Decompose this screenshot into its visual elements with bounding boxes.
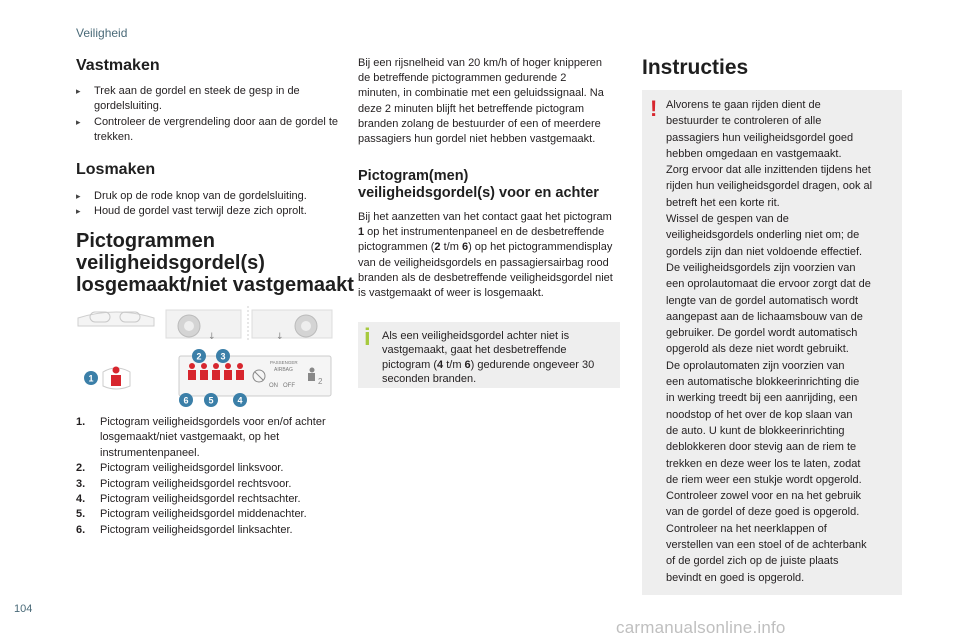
svg-text:1: 1 [88, 373, 94, 384]
list-item: ▸ Controleer de vergrendeling door aan de gordel te trekken. [76, 115, 338, 144]
warning-line: de auto. U kunt de blokkeerinrichting [666, 424, 845, 437]
instrument-cluster-icon [78, 312, 154, 326]
info-text: Als een veiligheidsgordel achter niet is vastgemaakt, gaat het desbetreffende pictogram (4 t/m 6) gedurende ongeveer 30 seconden branden. [382, 330, 595, 386]
svg-text:5: 5 [208, 395, 214, 406]
info-icon: i [364, 324, 371, 351]
svg-text:4: 4 [237, 395, 243, 406]
warning-line: een automatische blokkeerinrichting die [666, 376, 860, 389]
svg-text:2: 2 [318, 377, 323, 386]
warning-line: of de gordel zich op de juiste plaats [666, 555, 839, 568]
heading-vastmaken: Vastmaken [76, 57, 160, 74]
svg-text:6: 6 [183, 395, 189, 406]
watermark: carmanualsonline.info [616, 618, 786, 637]
warning-line: Zorg ervoor dat alle inzittenden tijdens het [666, 164, 871, 177]
warning-line: opgerold als deze niet wordt gebruikt. [666, 343, 849, 356]
warning-line: gordels zijn dan niet voldoende effectief. [666, 245, 863, 258]
warning-line: hebben omgedaan en vastgemaakt. [666, 147, 842, 160]
down-arrow-icon: ↓ [208, 332, 216, 342]
svg-text:2: 2 [196, 351, 202, 362]
info-box [358, 322, 620, 388]
bullet-triangle-icon: ▸ [76, 206, 81, 217]
warning-box [642, 90, 902, 595]
warning-line: veiligheidsgordels onderling niet om; de [666, 229, 860, 242]
warning-line: De veiligheidsgordels zijn voorzien van [666, 261, 856, 274]
list-item: ▸ Trek aan de gordel en steek de gesp in de gordelsluiting. [76, 85, 300, 113]
warning-text [666, 97, 900, 586]
svg-text:OFF: OFF [283, 383, 295, 389]
warning-line: trekken en deze weer los te laten, zodat [666, 457, 861, 470]
warning-icon: ! [650, 96, 658, 121]
warning-line: in werking treedt bij een aanrijding, een [666, 392, 858, 405]
warning-line: lengte van de gordel automatisch wordt [666, 294, 859, 307]
warning-line: Controleer na het neerklappen of [666, 522, 827, 535]
warning-line: deblokkeren door stevig aan de riem te [666, 441, 857, 454]
page-header [0, 0, 960, 46]
bullet-triangle-icon: ▸ [76, 116, 81, 127]
dashboard-seatbelt-warning-icon [103, 367, 130, 390]
legend-item: 3. Pictogram veiligheidsgordel rechtsvoor. [76, 477, 292, 490]
warning-line: een oprolautomaat die ervoor zorgt dat de [666, 278, 871, 291]
pictogram-legend [76, 415, 346, 538]
page-number: 104 [14, 603, 33, 615]
heading-pictogrammen: Pictogrammen veiligheidsgordel(s) losgemaakt/niet vastgemaakt [76, 230, 354, 296]
svg-text:AIRBAG: AIRBAG [274, 367, 293, 373]
section-label: Veiligheid [76, 26, 128, 40]
legend-item: 1. Pictogram veiligheidsgordels voor en/of achter losgemaakt/niet vastgemaakt, op het instrumentenpaneel. [76, 416, 326, 459]
heading-losmaken: Losmaken [76, 161, 156, 178]
warning-line: bestuurder te controleren of alle [666, 115, 822, 128]
warning-line: van de gordel of deze goed is opgerold. [666, 506, 860, 519]
legend-item: 4. Pictogram veiligheidsgordel rechtsachter. [76, 493, 301, 506]
losmaken-list [76, 189, 344, 220]
svg-text:ON: ON [269, 383, 278, 389]
warning-line: verstellen van een stoel of de achterbank [666, 539, 867, 552]
warning-line: noodstop of het over de kop slaan van [666, 408, 853, 421]
warning-line: Alvorens te gaan rijden dient de [666, 99, 821, 111]
legend-item: 2. Pictogram veiligheidsgordel linksvoor. [76, 462, 284, 475]
front-rear-paragraph: Bij het aanzetten van het contact gaat het pictogram 1 op het instrumentenpaneel en de desbetreffende pictogrammen (2 t/m 6) op het pictogrammendisplay van de veiligheidsgordels en passagiersairbag rood branden als de desbetreffende veiligheidsgordel niet is vastgemaakt of weer is losgemaakt. [358, 211, 613, 300]
warning-line: passagiers hun veiligheidsgordel goed [666, 131, 854, 144]
heading-front-rear-pictograms: Pictogram(men) veiligheidsgordel(s) voor en achter [358, 168, 599, 201]
warning-line: betreft het een korte rit. [666, 196, 780, 209]
down-arrow-icon: ↓ [276, 332, 284, 342]
legend-item: 6. Pictogram veiligheidsgordel linksachter. [76, 523, 293, 536]
steering-wheel-panel-icon [252, 310, 332, 342]
svg-text:PASSENGER: PASSENGER [270, 360, 298, 365]
list-item: ▸ Houd de gordel vast terwijl deze zich oprolt. [76, 204, 344, 219]
warning-line: bevindt en goed is opgerold. [666, 571, 805, 584]
warning-line: gebruiker. De gordel wordt automatisch [666, 327, 858, 340]
svg-text:3: 3 [220, 351, 226, 362]
dashboard-diagram [76, 306, 344, 418]
bullet-triangle-icon: ▸ [76, 191, 81, 201]
warning-line: De oprolautomaten zijn voorzien van [666, 359, 845, 372]
warning-line: Controleer zowel voor en na het gebruik [666, 490, 862, 503]
bullet-triangle-icon: ▸ [76, 86, 81, 96]
warning-line: Wissel de gespen van de [666, 213, 789, 226]
steering-wheel-panel-icon [166, 310, 241, 342]
warning-line: aangepast aan de lichaamsbouw van de [666, 310, 863, 323]
legend-item: 5. Pictogram veiligheidsgordel middenachter. [76, 508, 307, 521]
vastmaken-list [76, 84, 338, 146]
seatbelt-illustration [76, 306, 344, 418]
heading-instructies: Instructies [642, 56, 749, 79]
speed-warning-paragraph: Bij een rijsnelheid van 20 km/h of hoger knipperen de betreffende pictogrammen gedurende 2 minuten, in combinatie met een geluidssignaal. Na deze 2 minuten blijft het betreffende pictogram branden zolang de bestuurder of een of meerdere passagiers hun gordel niet hebben vastgemaakt. [358, 57, 604, 146]
warning-line: rijden hun veiligheidsgordel dragen, ook al [666, 180, 873, 193]
warning-line: de riem weer een stukje wordt opgerold. [666, 473, 862, 486]
list-item: ▸ Druk op de rode knop van de gordelsluiting. [76, 189, 344, 204]
